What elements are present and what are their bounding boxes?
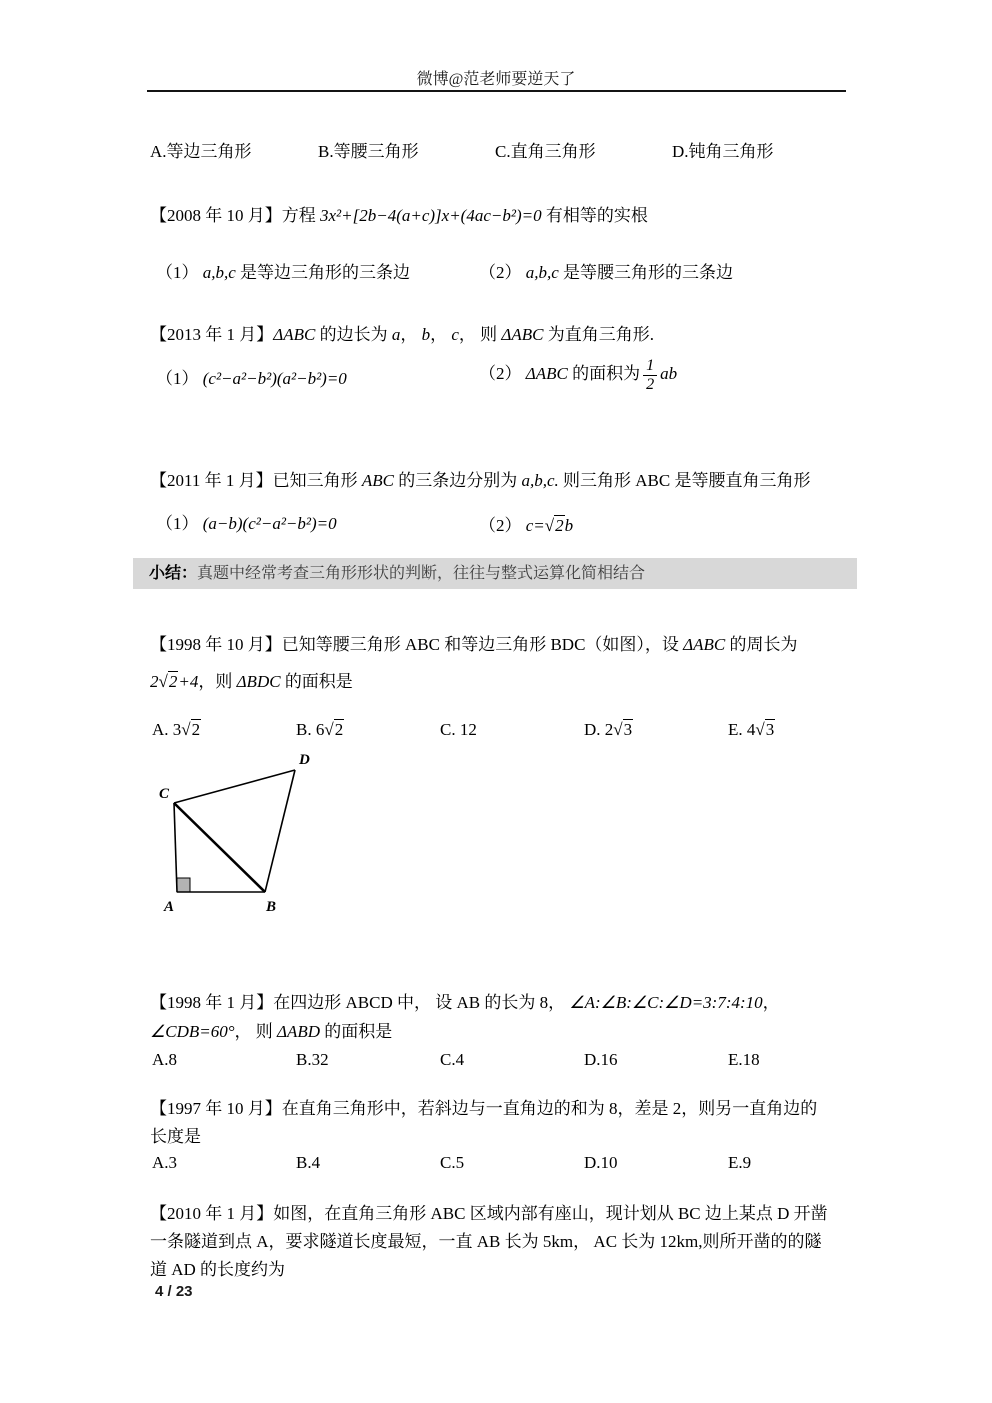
math-run: a [391, 325, 401, 344]
q2008-condition-1 [156, 260, 410, 286]
math-run: ∠A:∠B:∠C:∠D=3:7:4:10 [569, 993, 763, 1012]
text-run: 的边长为 [315, 325, 392, 344]
text-run: （2） [479, 263, 526, 282]
text-run: （2） [479, 516, 526, 535]
text-run: 是等腰三角形的三条边 [558, 263, 734, 282]
sqrt: √2 [544, 516, 564, 535]
vertex-label-A: A [164, 899, 175, 915]
text-run: ， 则 [234, 1022, 278, 1041]
sqrt: √3 [755, 720, 775, 739]
option: C.5 [440, 1153, 465, 1172]
option: D.16 [584, 1050, 618, 1069]
page-header-title: 微博@范老师要逆天了 [416, 71, 576, 88]
q2010-stem-line2: 一条隧道到点 A，要求隧道长度最短，一直 AB 长为 5km， AC 长为 12km,则所开凿的的隧 [150, 1232, 822, 1251]
math-run: ΔBDC [236, 672, 281, 691]
option: E.18 [728, 1050, 760, 1069]
text-run: 【1998 年 10 月】已知等腰三角形 ABC 和等边三角形 BDC（如图），设 [150, 635, 684, 654]
text-run: 【1998 年 1 月】在四边形 ABCD 中， 设 AB 的长为 8， [150, 993, 570, 1012]
q1997-stem-line1: 【1997 年 10 月】在直角三角形中，若斜边与一直角边的和为 8，差是 2，则另一直角边的 [150, 1099, 818, 1118]
math-run: 3x²+[2b−4(a+c)]x+(4ac−b²)=0 [320, 206, 542, 225]
summary-text: 真题中经常考查三角形形状的判断，往往与整式运算化简相结合 [197, 565, 646, 582]
page-number: 4 / 23 [155, 1283, 193, 1300]
q2013-stem [150, 322, 654, 348]
q2011-condition-2 [479, 513, 573, 539]
option: B.32 [296, 1050, 329, 1069]
q2011-condition-1 [156, 511, 337, 537]
header-rule [147, 90, 846, 92]
summary-lead: 小结： [149, 565, 198, 582]
option: A. 3√2 [152, 720, 201, 739]
math-run: b [421, 325, 431, 344]
math-run: ΔABC [273, 325, 316, 344]
text-run: ， [430, 325, 452, 344]
fraction: $\frac{1}{2}$ [643, 357, 657, 394]
sqrt: √3 [613, 720, 633, 739]
edge-AC [174, 803, 177, 892]
q1998jan-stem-line1 [150, 990, 780, 1016]
math-run: ab [660, 364, 678, 384]
option: D.钝角三角形 [672, 142, 774, 161]
sqrt: √2 [181, 720, 201, 739]
option: D. 2√3 [584, 720, 633, 739]
math-run: ΔABC [525, 364, 568, 384]
option: E.9 [728, 1153, 752, 1172]
text-run: 是等边三角形的三条边 [235, 263, 411, 282]
text-run: ，则 [198, 672, 237, 691]
text-run: （1） [156, 514, 203, 533]
math-run: ΔABD [277, 1022, 321, 1041]
right-angle-mark [177, 878, 190, 892]
text-run: 为直角三角形. [543, 325, 654, 344]
option: C. 12 [440, 720, 477, 739]
text-run: （1） [156, 263, 203, 282]
text-run: 【2011 年 1 月】已知三角形 [150, 471, 362, 490]
sqrt: √2 [324, 720, 344, 739]
math-run: ΔABC [683, 635, 726, 654]
text-run: 的三条边分别为 [393, 471, 522, 490]
math-run: a,b,c. [521, 471, 559, 490]
text-run: ， [400, 325, 422, 344]
text-run: （2） [479, 364, 526, 384]
option: A.等边三角形 [150, 142, 252, 161]
text-run: ， [762, 993, 780, 1012]
text-run: （1） [156, 369, 203, 388]
text-run: 则三角形 ABC 是等腰直角三角形 [558, 471, 811, 490]
vertex-label-C: C [159, 786, 170, 802]
edge-CD [174, 770, 295, 803]
text-run: 的面积是 [320, 1022, 393, 1041]
math-run: ΔABC [501, 325, 544, 344]
summary-highlight-bar [133, 558, 857, 589]
q2008-stem [150, 203, 648, 229]
q1998oct-stem-line1 [150, 632, 798, 658]
text-run: ， 则 [458, 325, 502, 344]
q2010-stem-line1: 【2010 年 1 月】如图，在直角三角形 ABC 区域内部有座山，现计划从 BC 边上某点 D 开凿 [150, 1204, 828, 1223]
text-run: 【2013 年 1 月】 [150, 325, 274, 344]
option: B.4 [296, 1153, 321, 1172]
q2013-condition-1 [156, 366, 347, 392]
option: B. 6√2 [296, 720, 344, 739]
math-run: ∠CDB=60° [150, 1022, 235, 1041]
math-run: ABC [361, 471, 394, 490]
q1998oct-stem-line2 [150, 669, 353, 695]
math-run: c [451, 325, 459, 344]
q1998jan-stem-line2 [150, 1019, 392, 1045]
option: A.3 [152, 1153, 178, 1172]
quadrilateral-figure [145, 748, 325, 923]
math-run: a,b,c [525, 263, 559, 282]
text-run: 的面积为 [567, 364, 641, 384]
math-run: c=√2b [525, 516, 574, 535]
q2013-condition-2 [479, 357, 677, 394]
q2010-stem-line3: 道 AD 的长度约为 [150, 1260, 286, 1279]
q2008-condition-2 [479, 260, 733, 286]
option: A.8 [152, 1050, 178, 1069]
vertex-label-D: D [299, 752, 310, 768]
math-run: (a−b)(c²−a²−b²)=0 [202, 514, 337, 533]
option: C.4 [440, 1050, 465, 1069]
sqrt: √2 [158, 672, 178, 691]
math-run: (c²−a²−b²)(a²−b²)=0 [202, 369, 347, 388]
text-run: 【2008 年 10 月】方程 [150, 206, 320, 225]
q2011-stem [150, 468, 811, 494]
option: D.10 [584, 1153, 618, 1172]
option: C.直角三角形 [495, 142, 596, 161]
option: B.等腰三角形 [318, 142, 419, 161]
text-run: 的周长为 [725, 635, 798, 654]
q1997-stem-line2: 长度是 [150, 1127, 201, 1146]
math-run: 2√2+4 [150, 672, 199, 691]
edge-DB [265, 770, 295, 892]
option: E. 4√3 [728, 720, 775, 739]
math-run: a,b,c [202, 263, 236, 282]
vertex-label-B: B [266, 899, 277, 915]
text-run: 的面积是 [280, 672, 353, 691]
text-run: 有相等的实根 [541, 206, 648, 225]
